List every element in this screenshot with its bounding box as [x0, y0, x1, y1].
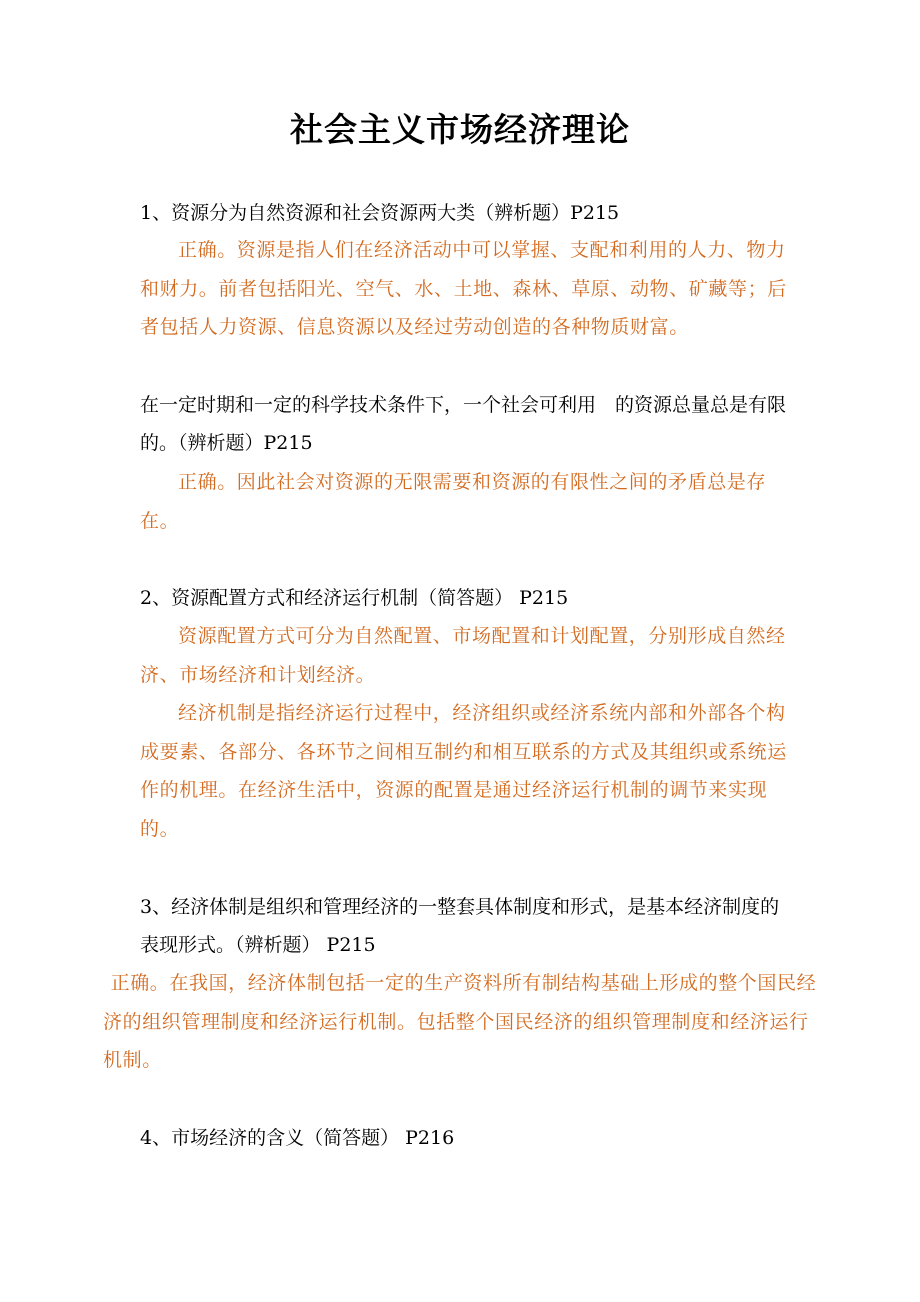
question-2: 2、资源配置方式和经济运行机制（简答题） P215 [140, 587, 569, 609]
answer-1b-text: 正确。因此社会对资源的无限需要和资源的有限性之间的矛盾总是存在。 [140, 471, 767, 532]
answer-2-text-2: 经济机制是指经济运行过程中，经济组织或经济系统内部和外部各个构成要素、各部分、各环节之间相互制约和相互联系的方式及其组织或系统运作的机理。在经济生活中，资源的配置是通过经济运行机制的调节来实现的。 [140, 702, 787, 840]
question-1b: 在一定时期和一定的科学技术条件下，一个社会可利用 的资源总量总是有限的。（辨析题）P215 [140, 394, 787, 454]
answer-1-text: 正确。资源是指人们在经济活动中可以掌握、支配和利用的人力、物力和财力。前者包括阳光、空气、水、土地、森林、草原、动物、矿藏等；后者包括人力资源、信息资源以及经过劳动创造的各种物质财富。 [140, 239, 787, 338]
answer-3-text: 正确。在我国，经济体制包括一定的生产资料所有制结构基础上形成的整个国民经济的组织管理制度和经济运行机制。包括整个国民经济的组织管理制度和经济运行机制。 [103, 972, 817, 1071]
answer-1 [140, 231, 790, 347]
question-1: 1、资源分为自然资源和社会资源两大类（辨析题）P215 [140, 202, 620, 224]
answer-1b [140, 463, 790, 540]
question-3: 3、经济体制是组织和管理经济的一整套具体制度和形式，是基本经济制度的表现形式。（辨析题） P215 [140, 896, 780, 956]
answer-2 [140, 617, 790, 848]
answer-2-text-1: 资源配置方式可分为自然配置、市场配置和计划配置，分别形成自然经济、市场经济和计划经济。 [140, 625, 786, 686]
page-title: 社会主义市场经济理论 [290, 110, 630, 149]
question-4: 4、市场经济的含义（简答题） P216 [140, 1127, 455, 1149]
answer-3 [103, 964, 823, 1080]
